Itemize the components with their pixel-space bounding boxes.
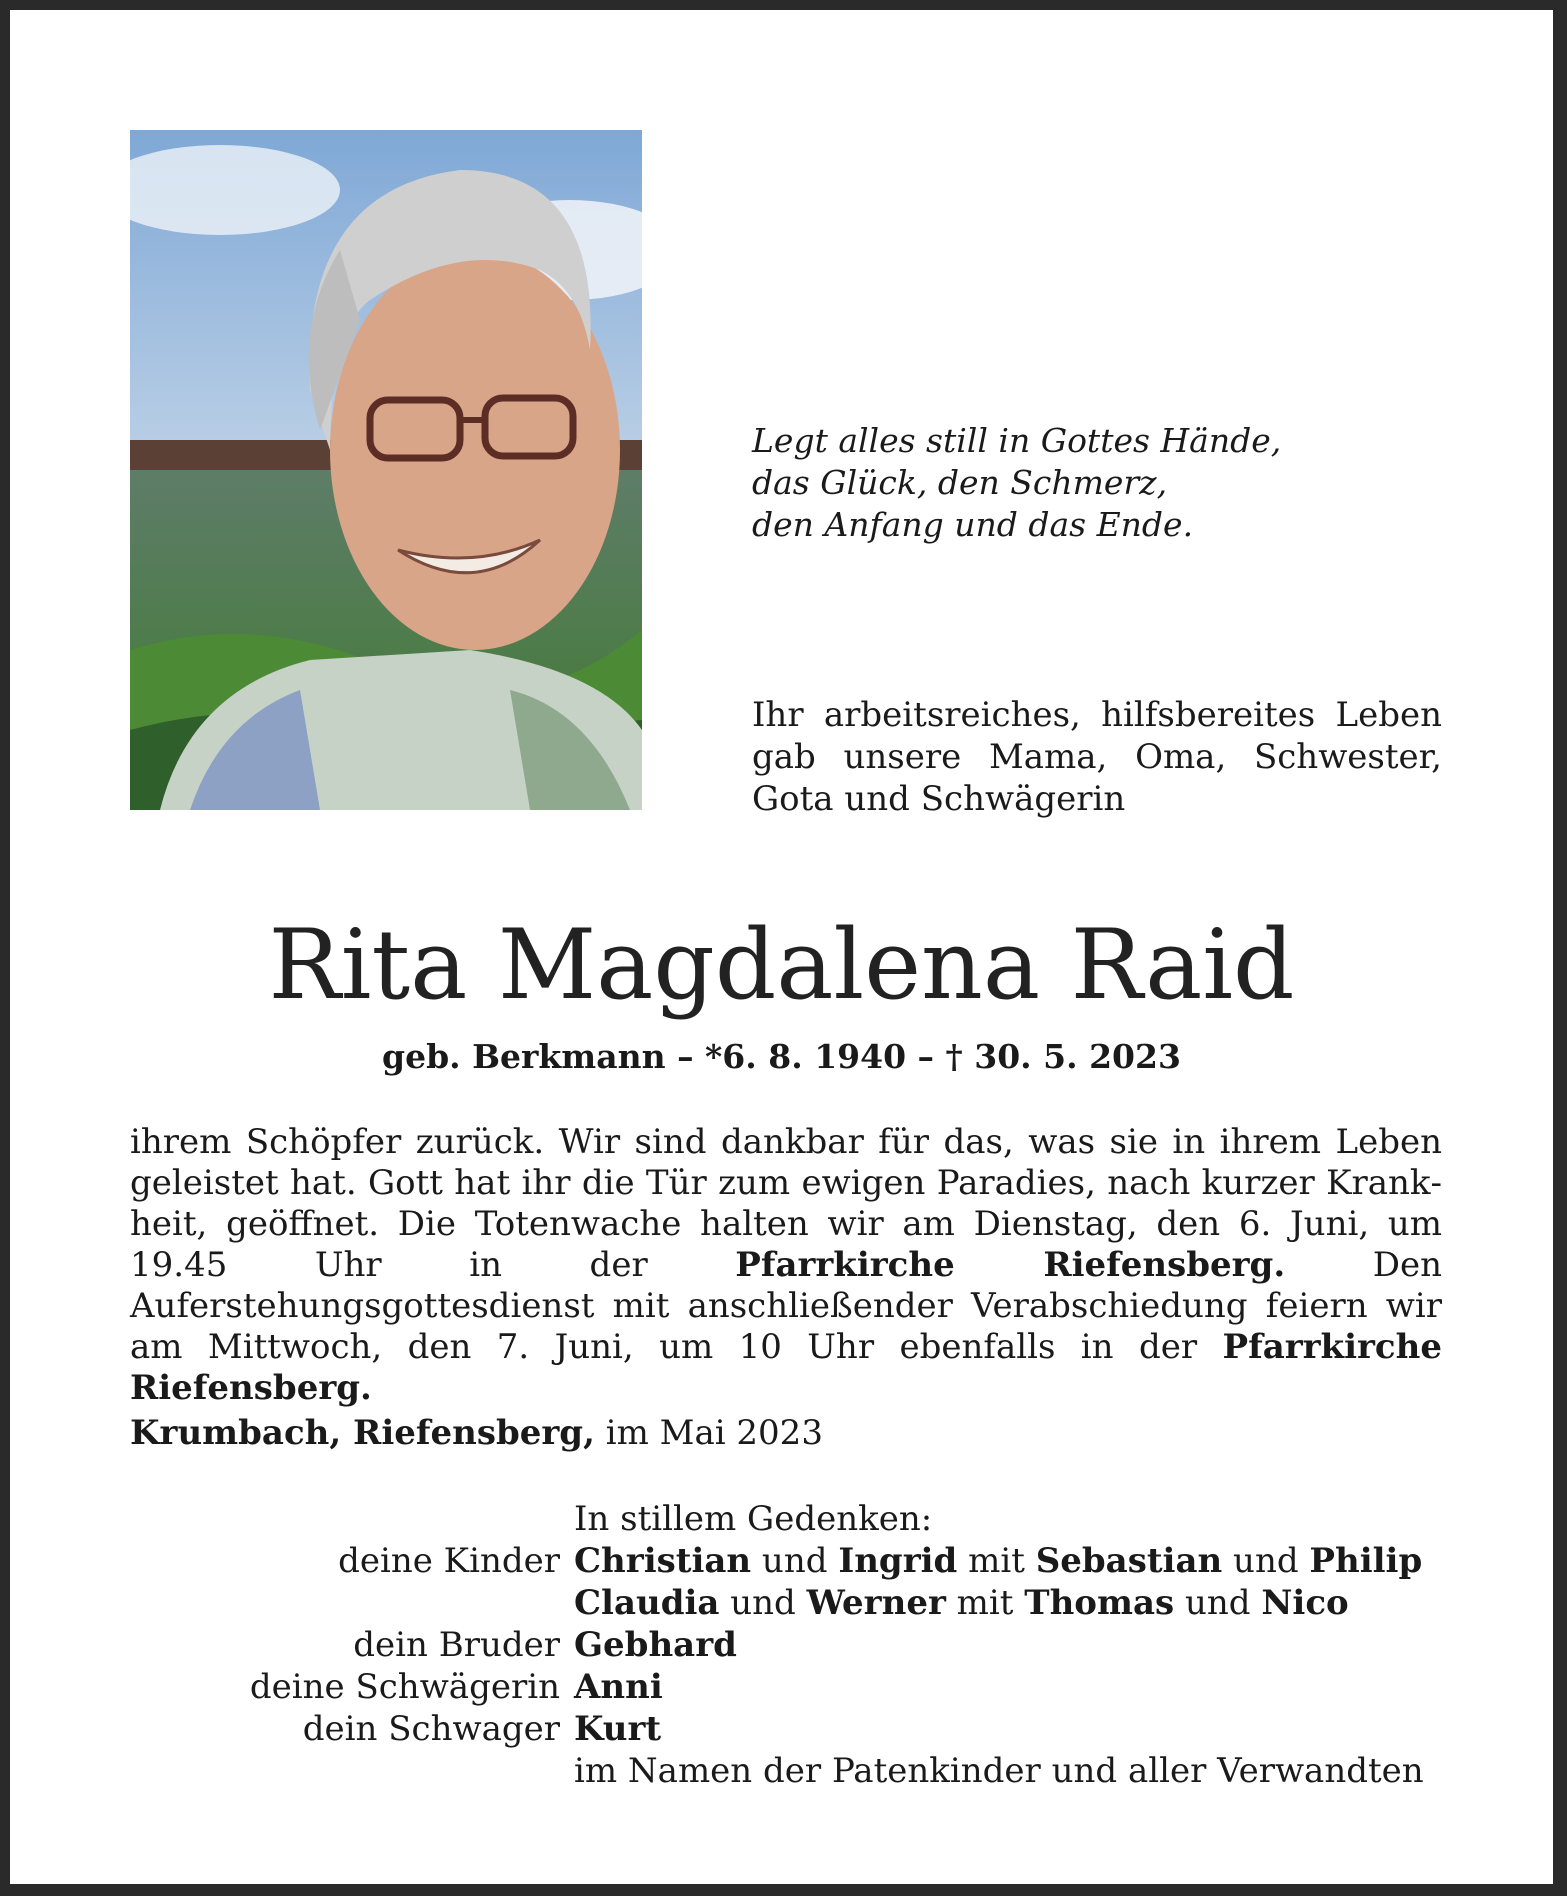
place-names: Krumbach, Riefensberg,	[130, 1413, 595, 1453]
mourner-name: Werner	[806, 1583, 946, 1623]
church-name: Pfarrkirche Riefensberg.	[130, 1327, 1442, 1408]
verse-line: das Glück, den Schmerz,	[752, 463, 1168, 502]
date-text: im Mai 2023	[594, 1413, 823, 1453]
bible-verse	[752, 420, 1452, 546]
mourner-names	[574, 1624, 737, 1666]
mourner-relation: deine Schwägerin	[249, 1667, 560, 1707]
connector-text: und	[1174, 1583, 1262, 1623]
mourner-name: Claudia	[574, 1583, 720, 1623]
mourner-names	[574, 1540, 1422, 1582]
connector-text: und	[719, 1583, 807, 1623]
intro-text: Ihr arbeitsreiches, hilfsbereites Leben gab unsere Mama, Oma, Schwester, Gota und Schwägerin	[752, 695, 1442, 819]
mourner-row	[130, 1708, 1530, 1750]
details-text: ihrem Schöpfer zurück. Wir sind dankbar für das, was sie in ihrem Leben geleistet hat. Gott hat ihr die Tür zum ewigen Paradies, nach kurzer Krankheit, geöffnet. Die Totenwache halten wir am Dienstag, den 6. Juni, um 19.45 Uhr in der	[130, 1122, 1442, 1285]
mourner-relation: deine Kinder	[338, 1541, 560, 1581]
mourners-heading-row	[130, 1498, 1530, 1540]
mourners-footer-row	[130, 1750, 1530, 1792]
mourner-row	[130, 1540, 1530, 1582]
connector-text: und	[1222, 1541, 1310, 1581]
mourner-name: Ingrid	[838, 1541, 958, 1581]
portrait-photo-icon	[130, 130, 642, 810]
mourner-relation: dein Bruder	[353, 1625, 560, 1665]
verse-line: Legt alles still in Gottes Hände,	[752, 421, 1282, 460]
connector-text: und	[751, 1541, 839, 1581]
church-name: Pfarrkirche Riefensberg.	[735, 1245, 1286, 1285]
mourner-names	[574, 1666, 663, 1708]
mourners-heading: In stillem Gedenken:	[574, 1499, 933, 1539]
connector-text: mit	[957, 1541, 1036, 1581]
mourner-names	[574, 1708, 661, 1750]
funeral-details	[130, 1122, 1442, 1409]
mourners-footer: im Namen der Patenkinder und aller Verwandten	[574, 1751, 1424, 1791]
mourner-name: Gebhard	[574, 1625, 737, 1665]
mourner-names	[574, 1582, 1349, 1624]
verse-line: den Anfang und das Ende.	[752, 505, 1194, 544]
details-text: Den Auferstehungsgottesdienst mit anschließender Verabschiedung feiern wir am Mittwoch, den 7. Juni, um 10 Uhr ebenfalls in der	[130, 1245, 1442, 1367]
mourner-relation: dein Schwager	[302, 1709, 560, 1749]
place-date	[130, 1412, 823, 1454]
mourner-name: Kurt	[574, 1709, 662, 1749]
portrait-photo	[130, 130, 642, 810]
mourner-name: Nico	[1261, 1583, 1349, 1623]
mourners-list	[130, 1498, 1530, 1792]
mourner-relation	[130, 1582, 574, 1624]
mourner-name: Sebastian	[1035, 1541, 1223, 1581]
mourner-row	[130, 1666, 1530, 1708]
birth-death-dates: geb. Berkmann – *6. 8. 1940 – † 30. 5. 2023	[382, 1037, 1181, 1076]
mourner-name: Thomas	[1024, 1583, 1175, 1623]
deceased-name: Rita Magdalena Raid	[268, 909, 1295, 1021]
mourner-row	[130, 1582, 1530, 1624]
obituary-page	[10, 10, 1553, 1884]
mourner-name: Philip	[1309, 1541, 1423, 1581]
mourner-name: Christian	[574, 1541, 752, 1581]
connector-text: mit	[945, 1583, 1025, 1623]
mourner-row	[130, 1624, 1530, 1666]
mourner-name: Anni	[574, 1667, 663, 1707]
